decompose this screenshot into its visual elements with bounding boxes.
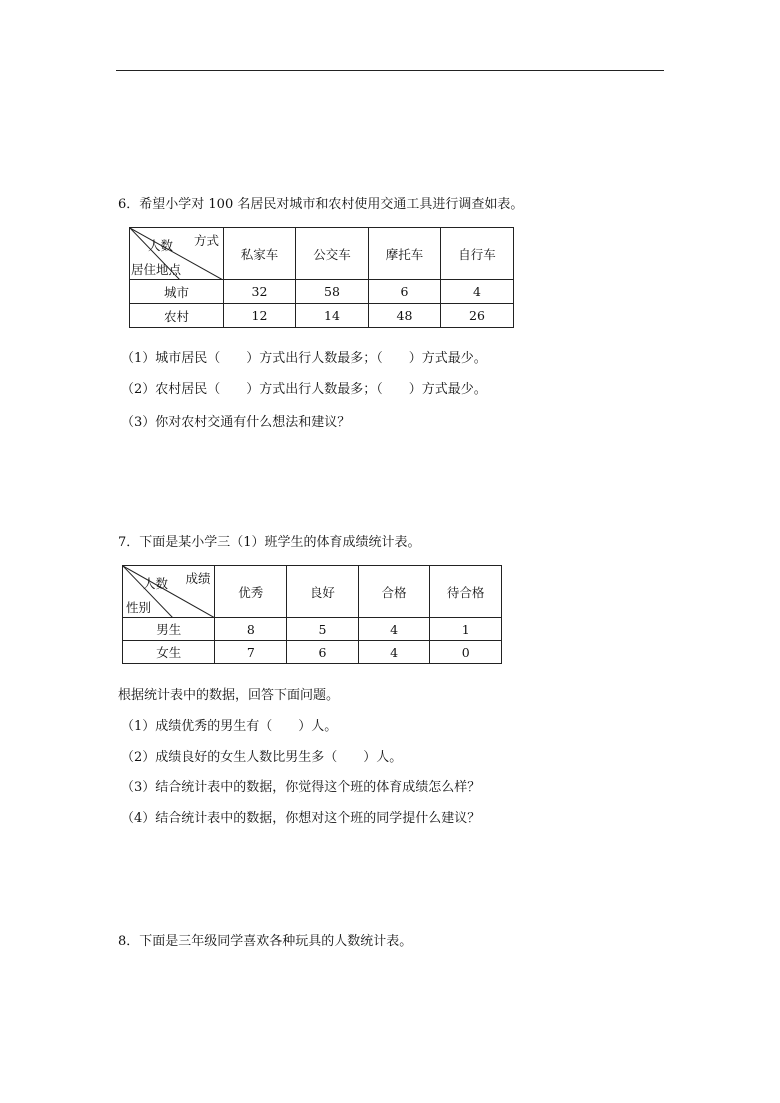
column-header: 私家车 <box>224 228 296 280</box>
table-cell: 6 <box>369 280 441 304</box>
question-8-stem: 8．下面是三年级同学喜欢各种玩具的人数统计表。 <box>118 934 413 949</box>
header-rule <box>116 70 664 71</box>
table-cell: 4 <box>358 618 430 641</box>
corner-label-middle: 人数 <box>143 576 169 591</box>
pe-score-table <box>122 565 502 664</box>
table-row <box>130 304 514 328</box>
table-row <box>123 618 502 641</box>
table-cell: 14 <box>296 304 369 328</box>
column-header: 自行车 <box>441 228 514 280</box>
question-7-item-2: （2）成绩良好的女生人数比男生多（ ）人。 <box>121 750 403 765</box>
corner-label-top: 成绩 <box>185 571 211 586</box>
table-cell: 12 <box>224 304 296 328</box>
corner-label-bottom: 性别 <box>126 600 152 615</box>
column-header: 合格 <box>358 566 430 618</box>
column-header: 摩托车 <box>369 228 441 280</box>
row-label: 城市 <box>130 280 224 304</box>
table-cell: 26 <box>441 304 514 328</box>
corner-label-bottom: 居住地点 <box>131 262 182 277</box>
column-header: 良好 <box>287 566 359 618</box>
table-cell: 4 <box>358 641 430 664</box>
transport-survey-table <box>129 227 514 328</box>
question-7-stem: 7．下面是某小学三（1）班学生的体育成绩统计表。 <box>118 535 421 550</box>
question-7-intro: 根据统计表中的数据，回答下面问题。 <box>118 688 340 703</box>
table-cell: 8 <box>215 618 287 641</box>
question-7-item-1: （1）成绩优秀的男生有（ ）人。 <box>121 719 338 734</box>
column-header: 优秀 <box>215 566 287 618</box>
column-header: 公交车 <box>296 228 369 280</box>
corner-label-top: 方式 <box>193 233 219 248</box>
question-6-item-1: （1）城市居民（ ）方式出行人数最多；（ ）方式最少。 <box>121 351 487 366</box>
row-label: 男生 <box>123 618 215 641</box>
column-header: 待合格 <box>430 566 502 618</box>
question-6-item-3: （3）你对农村交通有什么想法和建议？ <box>121 415 351 430</box>
table-cell: 48 <box>369 304 441 328</box>
table-cell: 7 <box>215 641 287 664</box>
table-row <box>123 641 502 664</box>
table-corner-header <box>123 566 215 618</box>
question-6-item-2: （2）农村居民（ ）方式出行人数最多；（ ）方式最少。 <box>121 382 487 397</box>
row-label: 女生 <box>123 641 215 664</box>
table-cell: 1 <box>430 618 502 641</box>
question-7-item-3: （3）结合统计表中的数据，你觉得这个班的体育成绩怎么样？ <box>121 780 481 795</box>
question-7-item-4: （4）结合统计表中的数据，你想对这个班的同学提什么建议？ <box>121 811 481 826</box>
corner-label-middle: 人数 <box>148 238 174 253</box>
table-cell: 4 <box>441 280 514 304</box>
row-label: 农村 <box>130 304 224 328</box>
table-cell: 58 <box>296 280 369 304</box>
table-row <box>130 280 514 304</box>
table-cell: 6 <box>287 641 359 664</box>
table-cell: 0 <box>430 641 502 664</box>
table-cell: 32 <box>224 280 296 304</box>
table-cell: 5 <box>287 618 359 641</box>
table-corner-header <box>130 228 224 280</box>
question-6-stem: 6．希望小学对 100 名居民对城市和农村使用交通工具进行调查如表。 <box>118 197 524 212</box>
